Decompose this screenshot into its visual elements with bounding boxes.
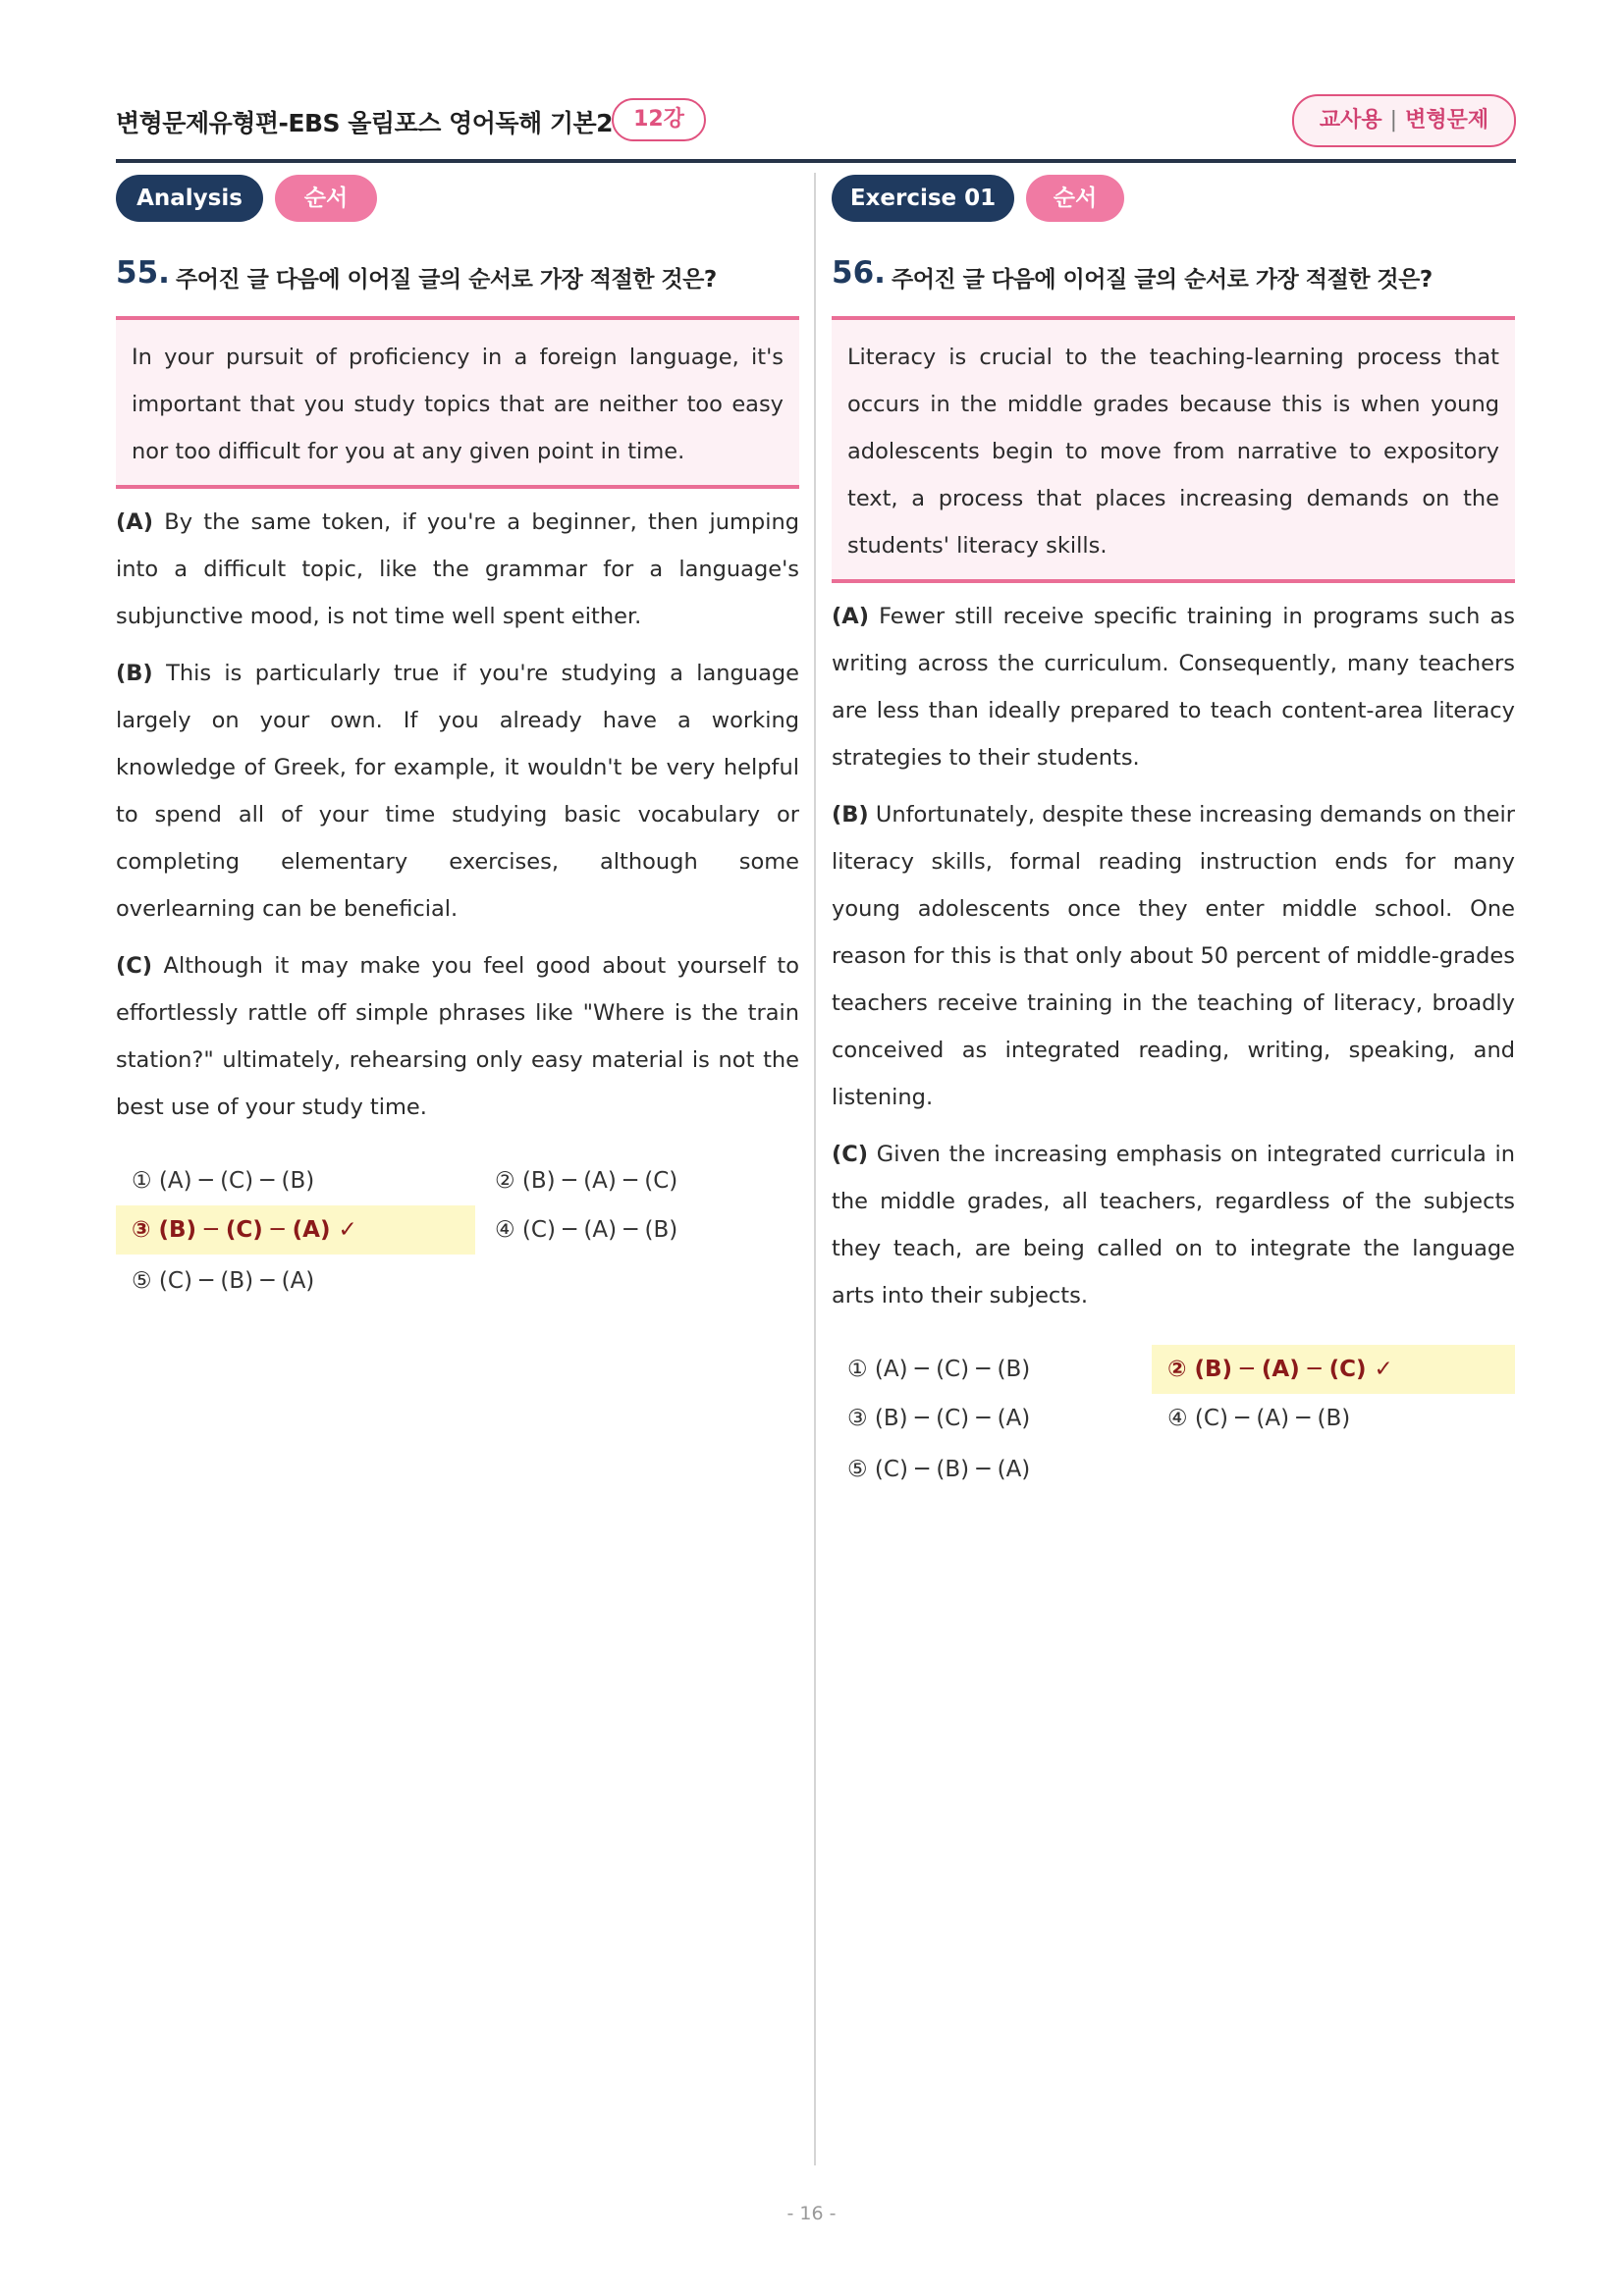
lesson-badge: 12강 (612, 98, 706, 141)
paragraph-label: (B) (832, 802, 869, 828)
choice-1[interactable]: ① (A) ─ (C) ─ (B) (132, 1168, 315, 1194)
paragraph-a (832, 593, 1515, 781)
paragraph-a (116, 499, 799, 640)
paragraph-text: Although it may make you feel good about yourself to effortlessly rattle off simple phrases like "Where is the train station?" ultimately, rehearsing only easy material is not the best use of your study time. (116, 953, 799, 1120)
paragraph-text: Fewer still receive specific training in programs such as writing across the curriculum. Consequently, many teachers are less than ideally prepared to teach content-area literacy strategies to their students. (832, 604, 1515, 771)
paragraph-c (832, 1131, 1515, 1319)
choice-3-correct[interactable]: ③ (B) ─ (C) ─ (A) ✓ (116, 1205, 475, 1255)
choice-5[interactable]: ⑤ (C) ─ (B) ─ (A) (847, 1457, 1031, 1482)
paragraph-b (832, 791, 1515, 1121)
column-divider (814, 173, 816, 2165)
paragraph-text: By the same token, if you're a beginner, then jumping into a difficult topic, like the grammar for a language's subjunctive mood, is not time well spent either. (116, 509, 799, 629)
question-text: 주어진 글 다음에 이어질 글의 순서로 가장 적절한 것은? (892, 267, 1433, 293)
paragraph-text: Given the increasing emphasis on integrated curricula in the middle grades, all teachers, regardless of the subjects they teach, are being called on to integrate the language arts into their subjects. (832, 1142, 1515, 1308)
type-tag: 순서 (275, 175, 377, 222)
paragraph-label: (A) (832, 604, 869, 629)
question-text: 주어진 글 다음에 이어질 글의 순서로 가장 적절한 것은? (176, 267, 717, 293)
role-label: 교사용 (1319, 108, 1382, 133)
choice-3[interactable]: ③ (B) ─ (C) ─ (A) (847, 1406, 1031, 1431)
page-header (116, 94, 1516, 163)
tag-row (116, 175, 799, 224)
choice-1[interactable]: ① (A) ─ (C) ─ (B) (847, 1357, 1031, 1382)
section-tag: Analysis (116, 175, 263, 222)
type-label: 변형문제 (1405, 108, 1489, 133)
question-number: 55. (116, 255, 170, 291)
choice-2-correct[interactable]: ② (B) ─ (A) ─ (C) ✓ (1152, 1345, 1515, 1394)
book-title: 변형문제유형편-EBS 올림포스 영어독해 기본2 (116, 109, 614, 137)
right-column (832, 175, 1515, 1502)
given-passage: In your pursuit of proficiency in a foreign language, it's important that you study topics that are neither too easy nor too difficult for you at any given point in time. (116, 316, 799, 489)
choice-2[interactable]: ② (B) ─ (A) ─ (C) (495, 1168, 678, 1194)
role-separator: | (1389, 108, 1398, 133)
given-passage: Literacy is crucial to the teaching-learning process that occurs in the middle grades because this is when young adolescents begin to move from narrative to expository text, a process that places increasing demands on the students' literacy skills. (832, 316, 1515, 583)
question-number: 56. (832, 255, 886, 291)
paragraph-label: (C) (832, 1142, 869, 1167)
paragraph-c (116, 942, 799, 1131)
tag-row (832, 175, 1515, 224)
paragraph-label: (B) (116, 661, 153, 686)
type-tag: 순서 (1026, 175, 1124, 222)
paragraph-text: Unfortunately, despite these increasing demands on their literacy skills, formal reading instruction ends for many young adolescents once they enter middle school. One reason for this is that only about 50 percent of middle-grades teachers receive training in the teaching of literacy, broadly conceived as integrated reading, writing, speaking, and listening. (832, 802, 1515, 1110)
choice-4[interactable]: ④ (C) ─ (A) ─ (B) (1167, 1406, 1351, 1431)
section-tag: Exercise 01 (832, 175, 1014, 222)
question-heading (116, 255, 799, 304)
paragraph-label: (C) (116, 953, 153, 979)
answer-choices (116, 1156, 799, 1313)
left-column (116, 175, 799, 1313)
paragraph-text: This is particularly true if you're studying a language largely on your own. If you already have a working knowledge of Greek, for example, it wouldn't be very helpful to spend all of your time studying basic vocabulary or completing elementary exercises, although some overlearning can be beneficial. (116, 661, 799, 922)
choice-5[interactable]: ⑤ (C) ─ (B) ─ (A) (132, 1268, 315, 1294)
page-number: - 16 - (786, 2203, 837, 2224)
paragraph-b (116, 650, 799, 933)
teacher-badge (1292, 94, 1516, 147)
answer-choices (832, 1345, 1515, 1502)
choice-4[interactable]: ④ (C) ─ (A) ─ (B) (495, 1217, 678, 1243)
question-heading (832, 255, 1515, 304)
paragraph-label: (A) (116, 509, 153, 535)
